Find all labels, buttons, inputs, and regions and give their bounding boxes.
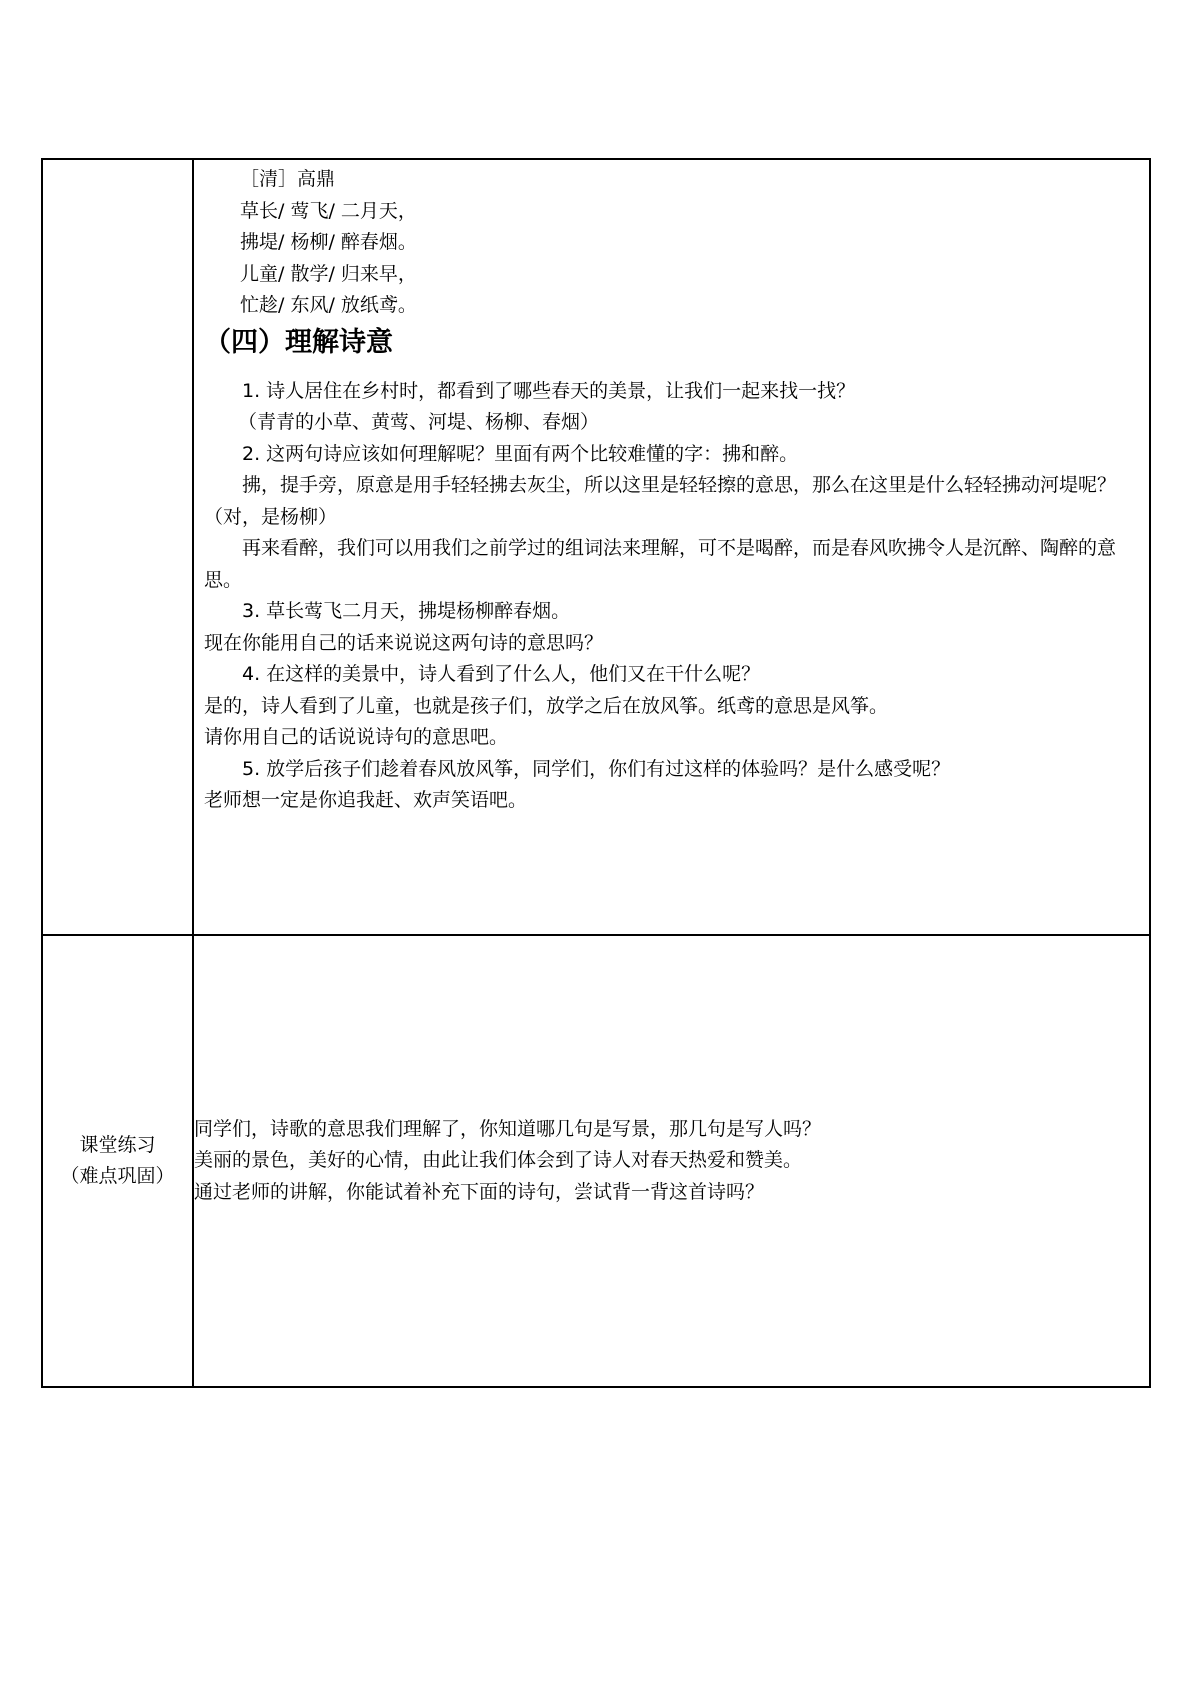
paragraph: 老师想一定是你追我赶、欢声笑语吧。 — [204, 789, 528, 811]
paragraph: 1. 诗人居住在乡村时，都看到了哪些春天的美景，让我们一起来找一找？ — [242, 379, 856, 402]
poem-author: ［清］高鼎 — [240, 168, 336, 190]
poem-line: 拂堤/ 杨柳/ 醉春烟。 — [240, 231, 417, 253]
paragraph: 请你用自己的话说说诗句的意思吧。 — [204, 726, 509, 748]
practice-sublabel: （难点巩固） — [60, 1165, 175, 1187]
paragraph: 2. 这两句诗应该如何理解呢？里面有两个比较难懂的字：拂和醉。 — [242, 442, 799, 465]
content-cell — [193, 159, 1150, 935]
paragraph: 是的，诗人看到了儿童，也就是孩子们，放学之后在放风筝。纸鸢的意思是风筝。 — [204, 694, 889, 717]
poem-line: 儿童/ 散学/ 归来早， — [240, 262, 417, 285]
paragraph: 美丽的景色，美好的心情，由此让我们体会到了诗人对春天热爱和赞美。 — [194, 1149, 803, 1172]
poem-line: 草长/ 莺飞/ 二月天， — [240, 199, 417, 222]
paragraph: 4. 在这样的美景中，诗人看到了什么人，他们又在干什么呢？ — [242, 663, 761, 685]
practice-content-cell — [193, 935, 1150, 1387]
paragraph: 3. 草长莺飞二月天，拂堤杨柳醉春烟。 — [242, 600, 571, 622]
row-label-cell — [42, 935, 193, 1387]
section-heading: （四）理解诗意 — [204, 326, 393, 358]
table-row — [42, 935, 1150, 1387]
paragraph: 拂，提手旁，原意是用手轻轻拂去灰尘，所以这里是轻轻擦的意思，那么在这里是什么轻轻拂动河堤呢？（对，是杨柳） — [204, 474, 1117, 528]
paragraph: 通过老师的讲解，你能试着补充下面的诗句，尝试背一背这首诗吗？ — [194, 1180, 765, 1203]
lesson-plan-table — [41, 158, 1151, 1388]
paragraph: 再来看醉，我们可以用我们之前学过的组词法来理解，可不是喝醉，而是春风吹拂令人是沉醉、陶醉的意思。 — [204, 537, 1117, 591]
table-row — [42, 159, 1150, 935]
content-top — [194, 160, 1149, 817]
practice-label: 课堂练习 — [79, 1134, 156, 1156]
paragraph: 现在你能用自己的话来说说这两句诗的意思吗？ — [204, 631, 604, 654]
poem-line: 忙趁/ 东风/ 放纸鸢。 — [240, 294, 417, 316]
row-label-cell-empty — [42, 159, 193, 935]
paragraph: 5. 放学后孩子们趁着春风放风筝，同学们，你们有过这样的体验吗？是什么感受呢？ — [242, 757, 951, 780]
paragraph: 同学们，诗歌的意思我们理解了，你知道哪几句是写景，那几句是写人吗？ — [194, 1117, 822, 1140]
paragraph: （青青的小草、黄莺、河堤、杨柳、春烟） — [238, 411, 600, 433]
